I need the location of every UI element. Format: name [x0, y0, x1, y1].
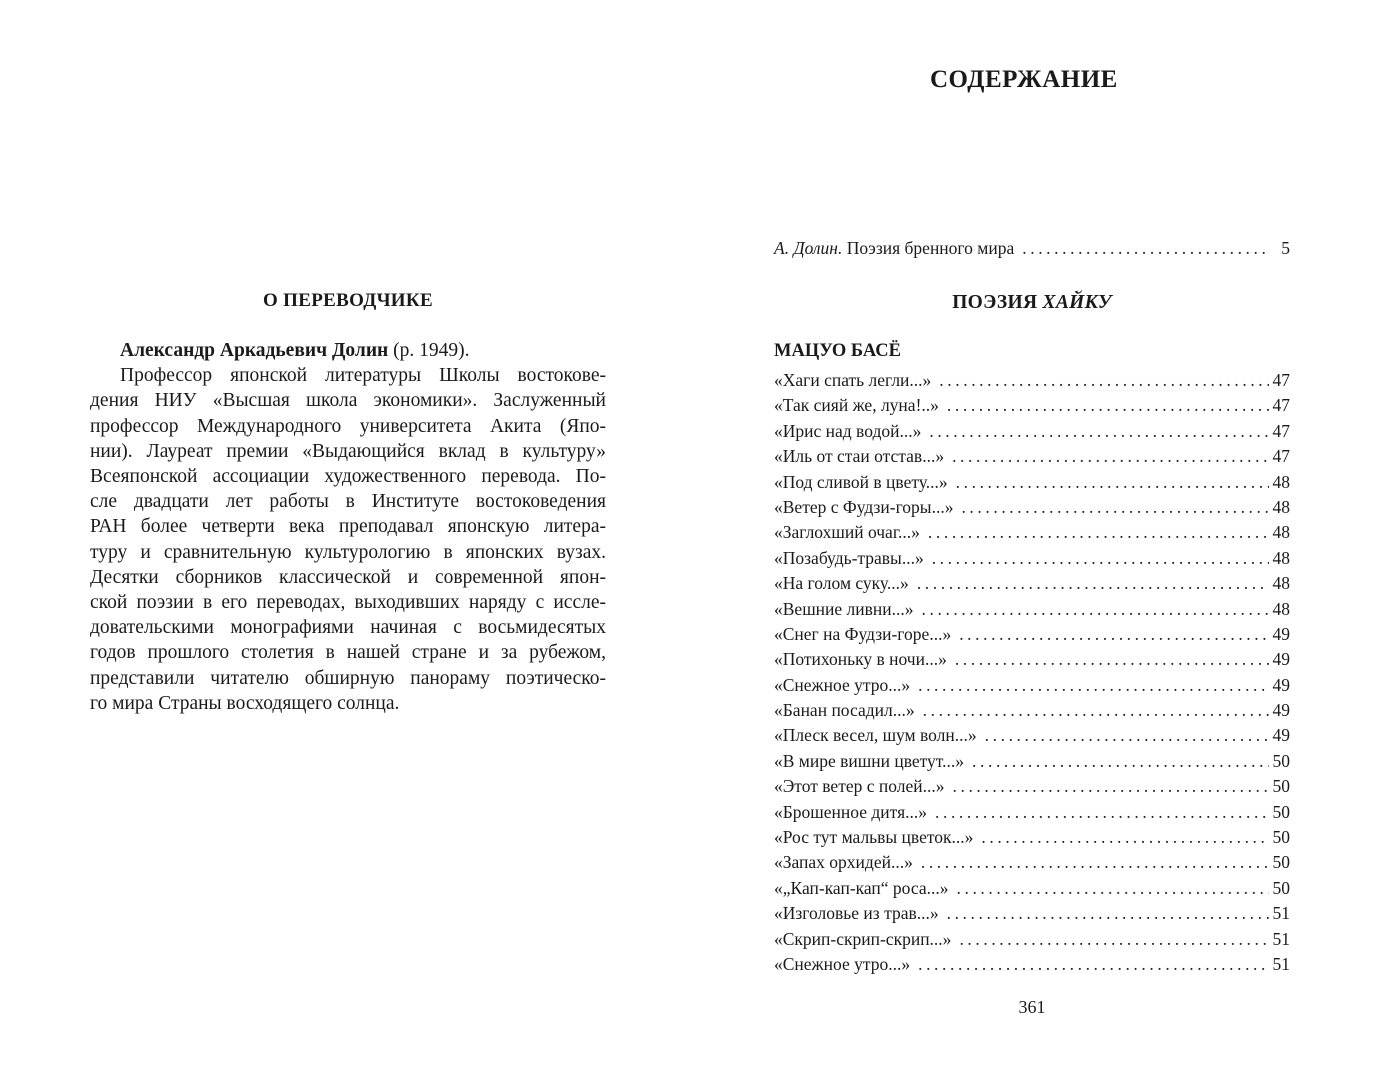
dot-leader	[952, 444, 1268, 469]
toc-entry[interactable]	[774, 825, 1290, 850]
toc-entry-title: «Потихоньку в ночи...»	[774, 649, 947, 670]
toc-entry-title: «Снежное утро...»	[774, 674, 911, 695]
dot-leader	[929, 419, 1268, 444]
toc-entry-title: «Под сливой в цвету...»	[774, 471, 948, 492]
dot-leader	[981, 825, 1268, 850]
toc-entry-page: 50	[1272, 776, 1290, 797]
contents-title: СОДЕРЖАНИЕ	[930, 66, 1118, 93]
toc-entry[interactable]	[774, 495, 1290, 520]
dot-leader	[917, 571, 1269, 596]
toc-entry[interactable]	[774, 393, 1290, 418]
toc-entry-title: «„Кап-кап-кап“ роса...»	[774, 877, 949, 898]
toc-entry-title: «Снежное утро...»	[774, 953, 911, 974]
toc-entry-page: 49	[1272, 674, 1290, 695]
dot-leader	[928, 520, 1269, 545]
toc-entry-title: «Рос тут мальвы цветок...»	[774, 827, 974, 848]
toc-entry-page: 50	[1272, 877, 1290, 898]
biography-line: нии). Лауреат премии «Выдающийся вклад в культуру»	[90, 440, 606, 462]
toc-entry-title: «Снег на Фудзи-горе...»	[774, 623, 952, 644]
biography-line: Десятки сборников классической и современной япон-	[90, 566, 606, 588]
dot-leader	[923, 698, 1269, 723]
biography-line: Всеяпонской ассоциации художественного перевода. По-	[90, 466, 606, 488]
biography-line: годов прошлого столетия в нашей стране и за рубежом,	[90, 642, 606, 664]
toc-entry[interactable]	[774, 647, 1290, 672]
toc-entry-title: «Позабудь-травы...»	[774, 547, 924, 568]
toc-entry-title: «Скрип-скрип-скрип...»	[774, 928, 952, 949]
dot-leader	[935, 800, 1269, 825]
toc-entries	[774, 368, 1290, 977]
toc-entry-page: 48	[1272, 598, 1290, 619]
biography-line: ской поэзии в его переводах, выходивших наряду с иссле-	[90, 592, 606, 614]
about-translator-text	[90, 338, 606, 716]
intro-title: Поэзия бренного мира	[842, 238, 1015, 258]
poet-heading: МАЦУО БАСЁ	[774, 341, 902, 361]
toc-entry-page: 50	[1272, 827, 1290, 848]
dot-leader	[955, 647, 1269, 672]
toc-entry-page: 50	[1272, 750, 1290, 771]
about-translator-heading: О ПЕРЕВОДЧИКЕ	[263, 290, 433, 311]
dot-leader	[972, 749, 1268, 774]
section-title-italic: ХАЙКУ	[1042, 292, 1112, 313]
toc-entry-title: «Брошенное дитя...»	[774, 801, 927, 822]
toc-entry[interactable]	[774, 952, 1290, 977]
toc-entry[interactable]	[774, 673, 1290, 698]
dot-leader	[947, 901, 1269, 926]
toc-entry-page: 49	[1272, 623, 1290, 644]
dot-leader	[953, 774, 1269, 799]
toc-entry[interactable]	[774, 901, 1290, 926]
intro-author: А. Долин.	[774, 238, 843, 258]
toc-entry-title: «Так сияй же, луна!..»	[774, 395, 939, 416]
toc-entry-title: «Хаги спать легли...»	[774, 370, 932, 390]
toc-entry[interactable]	[774, 749, 1290, 774]
dot-leader	[939, 368, 1268, 393]
toc-entry-page: 47	[1272, 370, 1290, 390]
biography-line: дения НИУ «Высшая школа экономики». Заслуженный	[90, 390, 606, 412]
toc-entry[interactable]	[774, 876, 1290, 901]
toc-entry-page: 49	[1272, 725, 1290, 746]
toc-entry-page: 47	[1272, 420, 1290, 441]
toc-entry[interactable]	[774, 419, 1290, 444]
biography-line: го мира Страны восходящего солнца.	[90, 692, 400, 714]
toc-entry[interactable]	[774, 470, 1290, 495]
translator-name-line	[90, 338, 606, 363]
section-title-plain: ПОЭЗИЯ	[952, 292, 1043, 313]
toc-entry-page: 50	[1272, 801, 1290, 822]
toc-entry-title: «Ветер с Фудзи-горы...»	[774, 496, 954, 517]
dot-leader	[985, 723, 1269, 748]
dot-leader	[959, 927, 1268, 952]
biography-line: туру и сравнительную культурологию в японских вузах.	[90, 541, 606, 563]
toc-entry-page: 48	[1272, 573, 1290, 594]
dot-leader	[957, 876, 1269, 901]
dot-leader	[921, 850, 1269, 875]
toc-entry-page: 51	[1272, 953, 1290, 974]
toc-entry-title: «Запах орхидей...»	[774, 852, 913, 873]
toc-entry-title: «Изголовье из трав...»	[774, 903, 939, 924]
toc-entry-title: «Банан посадил...»	[774, 700, 915, 721]
toc-entry-page: 51	[1272, 928, 1290, 949]
biography-line: РАН более четверти века преподавал японскую литера-	[90, 516, 606, 538]
toc-entry[interactable]	[774, 520, 1290, 545]
toc-entry-title: «Иль от стаи отстав...»	[774, 446, 945, 467]
toc-entry[interactable]	[774, 850, 1290, 875]
toc-entry-title: «Плеск весел, шум волн...»	[774, 725, 977, 746]
biography-line: сле двадцати лет работы в Институте востоковедения	[90, 491, 606, 513]
toc-entry-page: 48	[1272, 496, 1290, 517]
toc-entry[interactable]	[774, 800, 1290, 825]
toc-entry-page: 49	[1272, 649, 1290, 670]
dot-leader	[956, 470, 1269, 495]
dot-leader	[922, 597, 1269, 622]
toc-entry[interactable]	[774, 546, 1290, 571]
toc-entry[interactable]	[774, 597, 1290, 622]
toc-entry-intro[interactable]	[774, 236, 1290, 261]
biography-paragraph	[90, 363, 606, 716]
toc-entry[interactable]	[774, 622, 1290, 647]
toc-entry-title: «На голом суку...»	[774, 573, 909, 594]
toc-entry[interactable]	[774, 698, 1290, 723]
toc-entry[interactable]	[774, 571, 1290, 596]
toc-entry-title: «Этот ветер с полей...»	[774, 776, 945, 797]
dot-leader	[961, 495, 1268, 520]
dot-leader	[947, 393, 1269, 418]
dot-leader	[918, 952, 1268, 977]
toc-entry-page: 47	[1272, 395, 1290, 416]
intro-page-number: 5	[1281, 238, 1290, 258]
toc-entry-page: 48	[1272, 547, 1290, 568]
translator-name: Александр Аркадьевич Долин	[120, 340, 389, 361]
dot-leader	[918, 673, 1268, 698]
toc-entry-title: «Заглохший очаг...»	[774, 522, 920, 543]
right-page	[690, 0, 1380, 1080]
toc-entry-page: 48	[1272, 471, 1290, 492]
toc-entry[interactable]	[774, 444, 1290, 469]
dot-leader	[959, 622, 1268, 647]
dot-leader	[932, 546, 1269, 571]
toc-entry[interactable]	[774, 927, 1290, 952]
biography-line: довательскими монографиями начиная с восьмидесятых	[90, 617, 606, 639]
section-heading-haiku	[774, 292, 1290, 314]
toc-entry-title: «Ирис над водой...»	[774, 420, 922, 441]
toc-entry-title: «Вешние ливни...»	[774, 598, 914, 619]
biography-line: представили читателю обширную панораму поэтическо-	[90, 667, 606, 689]
biography-line: Профессор японской литературы Школы востокове-	[120, 365, 606, 387]
toc-entry-title: «В мире вишни цветут...»	[774, 750, 965, 771]
toc-entry-page: 51	[1272, 903, 1290, 924]
dot-leader	[1022, 236, 1269, 261]
toc-entry[interactable]	[774, 774, 1290, 799]
toc-entry[interactable]	[774, 723, 1290, 748]
toc-entry-page: 47	[1272, 446, 1290, 467]
page-number: 361	[1018, 997, 1046, 1017]
toc-entry-page: 50	[1272, 852, 1290, 873]
toc-entry[interactable]	[774, 368, 1290, 393]
biography-line: профессор Международного университета Акита (Япо-	[90, 415, 606, 437]
toc-entry-page: 49	[1272, 700, 1290, 721]
toc-entry-page: 48	[1272, 522, 1290, 543]
translator-birth-year: (р. 1949).	[388, 340, 470, 361]
